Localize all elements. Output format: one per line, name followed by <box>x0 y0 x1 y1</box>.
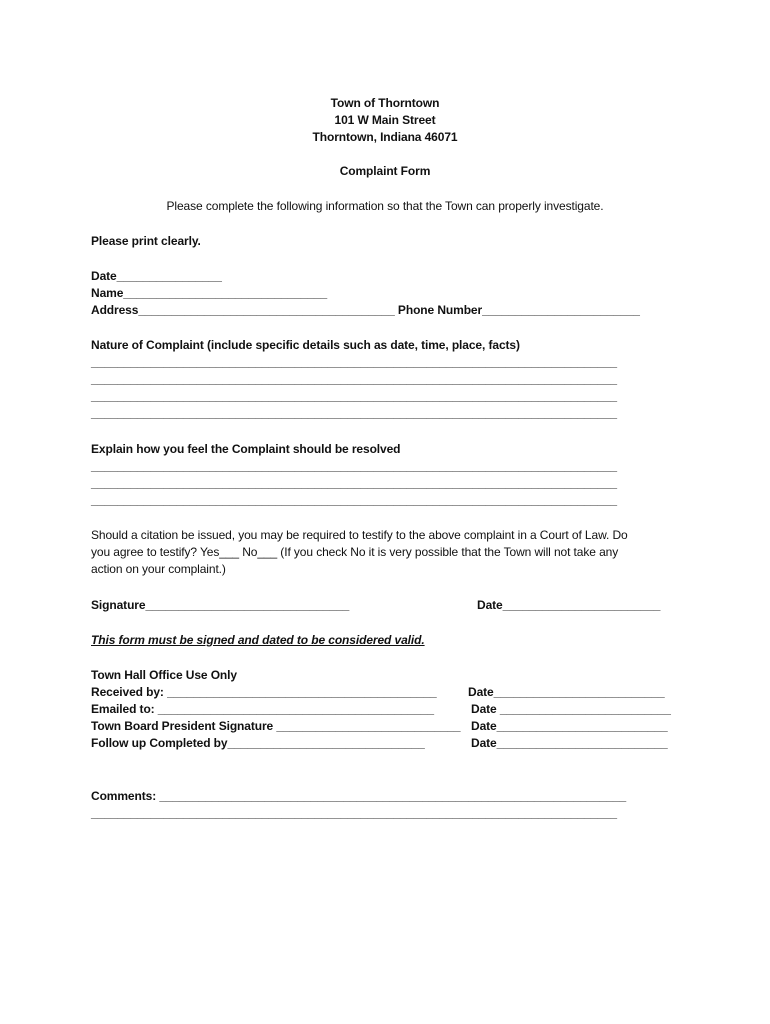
president-date-field[interactable]: Date__________________________ <box>471 719 668 733</box>
complaint-label: Nature of Complaint (include specific details such as date, time, place, facts) <box>91 338 520 352</box>
president-signature-field[interactable]: Town Board President Signature ____________________________ <box>91 719 461 733</box>
address-phone-field[interactable]: Address_______________________________________ Phone Number________________________ <box>91 303 640 317</box>
validity-note: This form must be signed and dated to be considered valid. <box>91 633 425 647</box>
emailed-date-field[interactable]: Date __________________________ <box>471 702 671 716</box>
office-use-title: Town Hall Office Use Only <box>91 668 237 682</box>
intro-text: Please complete the following information so that the Town can properly investigate. <box>166 199 604 213</box>
comments-line[interactable]: ________________________________________________________________________________ <box>91 806 617 820</box>
citation-text-2: you agree to testify? Yes___ No___ (If you check No it is very possible that the Town will not take any <box>91 545 619 559</box>
date-field[interactable]: Date________________ <box>91 269 222 283</box>
complaint-line[interactable]: ________________________________________________________________________________ <box>91 372 617 386</box>
citation-text-3: action on your complaint.) <box>91 562 226 576</box>
citation-text-1: Should a citation be issued, you may be required to testify to the above complaint in a Court of Law. Do <box>91 528 628 542</box>
follow-up-date-field[interactable]: Date__________________________ <box>471 736 668 750</box>
complaint-line[interactable]: ________________________________________________________________________________ <box>91 355 617 369</box>
town-name: Town of Thorntown <box>330 96 440 110</box>
complaint-line[interactable]: ________________________________________________________________________________ <box>91 389 617 403</box>
resolution-label: Explain how you feel the Complaint should be resolved <box>91 442 401 456</box>
name-field[interactable]: Name_______________________________ <box>91 286 328 300</box>
follow-up-field[interactable]: Follow up Completed by______________________________ <box>91 736 425 750</box>
signature-field[interactable]: Signature_______________________________ <box>91 598 350 612</box>
complaint-line[interactable]: ________________________________________________________________________________ <box>91 406 617 420</box>
received-date-field[interactable]: Date__________________________ <box>468 685 665 699</box>
comments-field[interactable]: Comments: _______________________________________________________________________ <box>91 789 627 803</box>
print-note: Please print clearly. <box>91 234 201 248</box>
town-city: Thorntown, Indiana 46071 <box>312 130 458 144</box>
resolution-line[interactable]: ________________________________________________________________________________ <box>91 476 617 490</box>
form-title: Complaint Form <box>339 164 431 178</box>
emailed-to-field[interactable]: Emailed to: __________________________________________ <box>91 702 434 716</box>
signature-date-field[interactable]: Date________________________ <box>477 598 661 612</box>
resolution-line[interactable]: ________________________________________________________________________________ <box>91 493 617 507</box>
received-by-field[interactable]: Received by: _________________________________________ <box>91 685 437 699</box>
resolution-line[interactable]: ________________________________________________________________________________ <box>91 459 617 473</box>
town-street: 101 W Main Street <box>334 113 436 127</box>
